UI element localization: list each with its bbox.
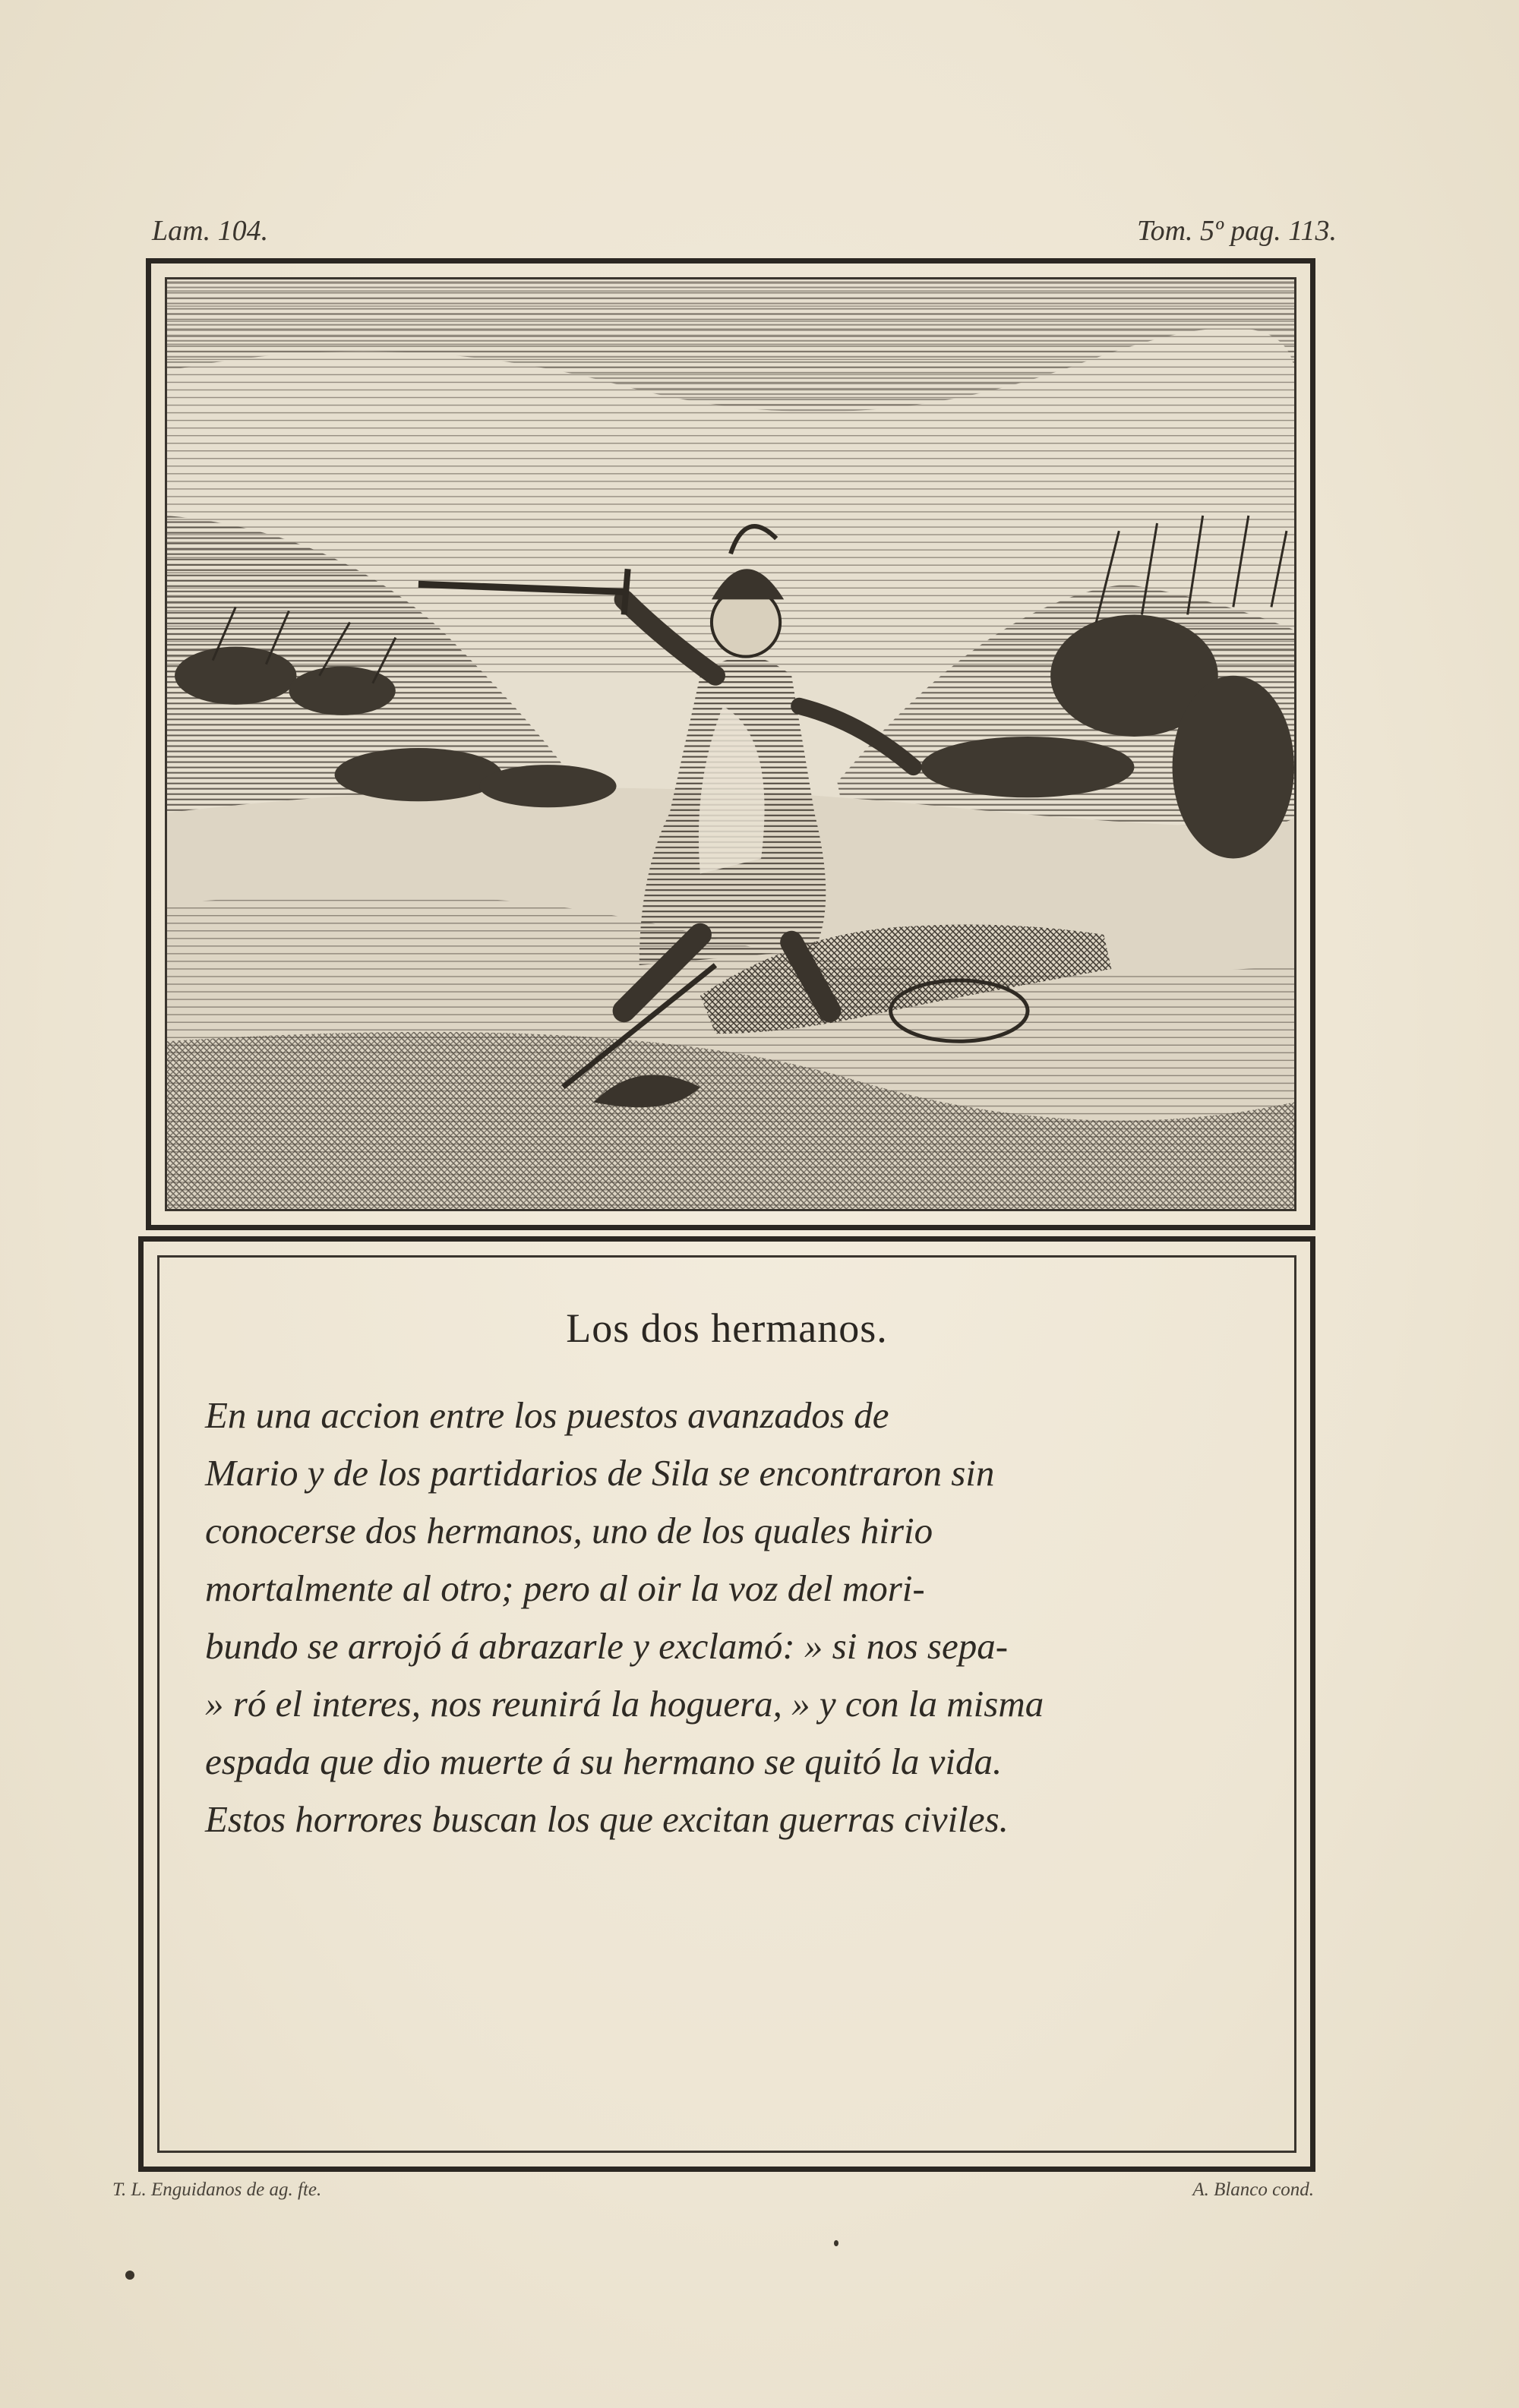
engraving-illustration xyxy=(165,277,1296,1211)
caption-line: bundo se arrojó á abrazarle y exclamó: » si nos sepa- xyxy=(205,1625,1009,1667)
engraver-credit: T. L. Enguidanos de ag. fte. xyxy=(112,2179,322,2200)
director-credit: A. Blanco cond. xyxy=(1192,2179,1314,2200)
caption-panel xyxy=(157,1255,1296,2153)
caption-title: Los dos hermanos. xyxy=(566,1305,888,1351)
caption-line: Estos horrores buscan los que excitan guerras civiles. xyxy=(205,1798,1009,1840)
caption-line: conocerse dos hermanos, uno de los quales hirio xyxy=(205,1510,933,1551)
plate-number: Lam. 104. xyxy=(152,215,269,247)
ink-speck xyxy=(834,2240,838,2246)
caption-line: » ró el interes, nos reunirá la hoguera, » y con la misma xyxy=(205,1683,1044,1725)
caption-line: En una accion entre los puestos avanzados de xyxy=(205,1394,889,1436)
caption-body xyxy=(205,1387,1256,1848)
caption-frame xyxy=(138,1236,1315,2172)
caption-line: Mario y de los partidarios de Sila se encontraron sin xyxy=(205,1452,995,1494)
battle-scene-illustration xyxy=(167,279,1294,1209)
ink-speck xyxy=(125,2271,134,2280)
volume-page-reference: Tom. 5º pag. 113. xyxy=(1136,215,1337,247)
caption-line: espada que dio muerte á su hermano se quitó la vida. xyxy=(205,1741,1003,1782)
engraving-plate-frame xyxy=(146,258,1315,1230)
caption-line: mortalmente al otro; pero al oir la voz del mori- xyxy=(205,1567,925,1609)
